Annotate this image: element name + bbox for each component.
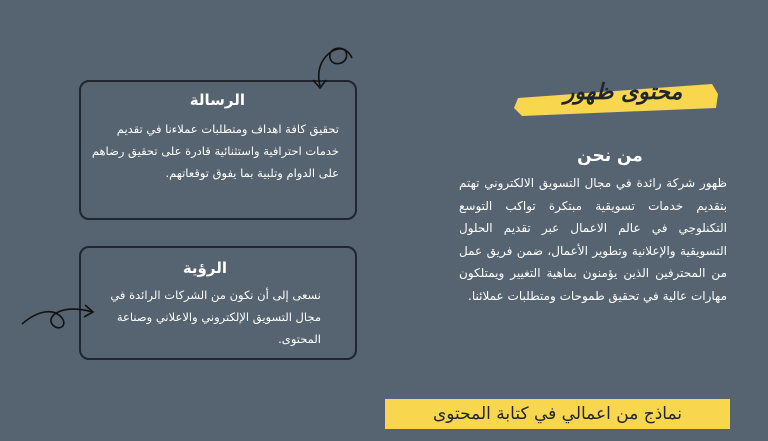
- mission-title: الرسالة: [189, 91, 245, 109]
- swirl-arrow-top-icon: [300, 40, 380, 100]
- mission-text: تحقيق كافة اهداف ومتطلبات عملاءنا في تقديم خدمات احترافية واستثنائية قادرة على تحقيق رضاهم على الدوام وتلبية بما يفوق توقعاتهم.: [91, 122, 339, 180]
- swirl-arrow-left-icon: [18, 290, 98, 340]
- vision-text: نسعى إلى أن نكون من الشركات الرائدة في مجال التسويق الإلكتروني والاعلاني وصناعة المحتوى.: [110, 288, 321, 346]
- mission-card: [79, 80, 357, 220]
- about-title: من نحن: [577, 146, 643, 166]
- about-text: ظهور شركة رائدة في مجال التسويق الالكتروني تهتم بتقديم خدمات تسويقية مبتكرة تواكب التوسع التكنلوجي في عالم الاعمال عبر تقديم الحلول التسويقية والإعلانية وتطوير الأعمال، ضمن فريق عمل من المحترفين الذين يؤمنون بماهية التغيير ويمتلكون مهارات عالية في تحقيق طموحات ومتطلبات عملائنا.: [459, 176, 727, 303]
- vision-card: [79, 246, 357, 360]
- vision-title: الرؤية: [182, 259, 227, 277]
- works-banner-label[interactable]: نماذج من اعمالي في كتابة المحتوى: [432, 404, 683, 424]
- brand-title: محتوى ظهور: [563, 80, 683, 105]
